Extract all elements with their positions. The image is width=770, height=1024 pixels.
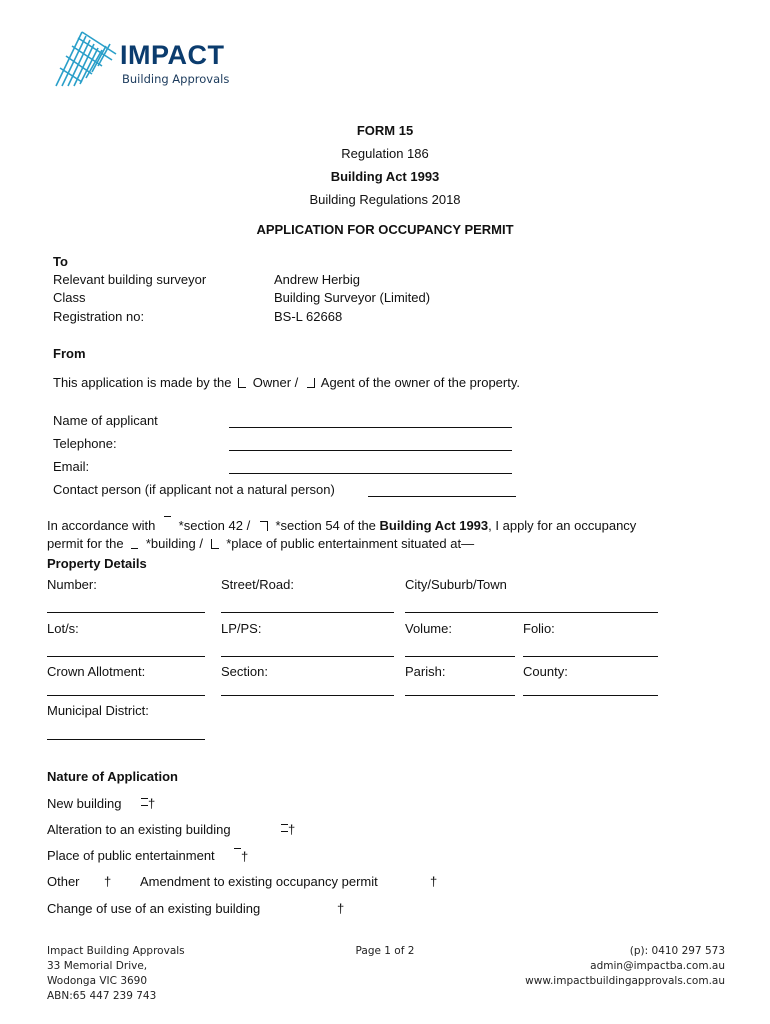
footer-address-2: Wodonga VIC 3690 bbox=[47, 975, 148, 987]
permit-for-label: permit for the bbox=[47, 536, 124, 551]
to-row-label: Relevant building surveyor bbox=[53, 272, 207, 287]
section-field[interactable] bbox=[221, 694, 394, 696]
city-field[interactable] bbox=[405, 611, 658, 613]
property-details-title: Property Details bbox=[47, 556, 147, 571]
lots-field[interactable] bbox=[47, 655, 205, 657]
footer-right bbox=[525, 944, 725, 989]
street-field[interactable] bbox=[221, 611, 394, 613]
folio-field[interactable] bbox=[523, 655, 658, 657]
agent-checkbox[interactable] bbox=[307, 378, 315, 388]
parish-field[interactable] bbox=[405, 694, 515, 696]
agent-label: Agent of the owner of the property. bbox=[320, 375, 520, 390]
crown-allotment-label: Crown Allotment: bbox=[47, 664, 146, 679]
place-label: *place of public entertainment situated at— bbox=[226, 536, 475, 551]
nature-title: Nature of Application bbox=[47, 769, 178, 784]
accordance-line-1 bbox=[47, 516, 636, 533]
dagger-icon: † bbox=[241, 849, 249, 864]
dagger-icon: † bbox=[104, 874, 112, 889]
street-label: Street/Road: bbox=[221, 577, 294, 592]
parish-label: Parish: bbox=[405, 664, 446, 679]
dagger-icon: † bbox=[148, 796, 156, 811]
change-of-use-label: Change of use of an existing building bbox=[47, 901, 261, 916]
accordance-line-2 bbox=[47, 536, 474, 551]
section-label: Section: bbox=[221, 664, 268, 679]
to-row-label: Registration no: bbox=[53, 309, 145, 324]
to-row-value: Building Surveyor (Limited) bbox=[274, 290, 431, 305]
place-checkbox[interactable] bbox=[211, 539, 219, 549]
dagger-icon: † bbox=[288, 822, 296, 837]
folio-label: Folio: bbox=[523, 621, 555, 636]
telephone-field[interactable] bbox=[229, 449, 512, 451]
amendment-label: Amendment to existing occupancy permit bbox=[140, 874, 378, 889]
logo-subtitle: Building Approvals bbox=[122, 72, 230, 86]
section-42-label: *section 42 / bbox=[178, 518, 251, 533]
applicant-name-label: Name of applicant bbox=[53, 413, 158, 428]
to-row-value: Andrew Herbig bbox=[274, 272, 360, 287]
volume-field[interactable] bbox=[405, 655, 515, 657]
applicant-type-prefix: This application is made by the bbox=[53, 375, 232, 390]
building-label: *building / bbox=[145, 536, 203, 551]
from-label: From bbox=[53, 346, 86, 361]
municipal-district-field[interactable] bbox=[47, 738, 205, 740]
footer-email[interactable]: admin@impactba.com.au bbox=[590, 960, 725, 972]
to-row-value: BS-L 62668 bbox=[274, 309, 343, 324]
form-number: FORM 15 bbox=[356, 123, 414, 138]
contact-person-field[interactable] bbox=[368, 495, 516, 497]
applicant-type-line bbox=[53, 375, 520, 390]
amendment-checkbox[interactable] bbox=[430, 874, 437, 889]
footer-website[interactable]: www.impactbuildingapprovals.com.au bbox=[525, 975, 725, 987]
logo bbox=[52, 24, 252, 94]
act-title: Building Act 1993 bbox=[330, 169, 440, 184]
footer-abn: ABN:65 447 239 743 bbox=[47, 990, 157, 1002]
to-row-label: Class bbox=[53, 290, 86, 305]
accordance-prefix: In accordance with bbox=[47, 518, 156, 533]
accordance-act: Building Act 1993 bbox=[379, 518, 489, 533]
regulations-title: Building Regulations 2018 bbox=[309, 192, 461, 207]
county-label: County: bbox=[523, 664, 568, 679]
change-of-use-checkbox[interactable] bbox=[337, 901, 344, 916]
number-field[interactable] bbox=[47, 611, 205, 613]
other-label: Other bbox=[47, 874, 80, 889]
email-field[interactable] bbox=[229, 472, 512, 474]
applicant-name-field[interactable] bbox=[229, 426, 512, 428]
lpps-label: LP/PS: bbox=[221, 621, 262, 636]
owner-checkbox[interactable] bbox=[238, 378, 246, 388]
new-building-label: New building bbox=[47, 796, 122, 811]
footer-phone: (p): 0410 297 573 bbox=[629, 945, 725, 957]
alteration-label: Alteration to an existing building bbox=[47, 822, 231, 837]
accordance-suffix: , I apply for an occupancy bbox=[488, 518, 637, 533]
telephone-label: Telephone: bbox=[53, 436, 117, 451]
alteration-checkbox[interactable] bbox=[281, 822, 295, 837]
to-label: To bbox=[53, 254, 68, 269]
other-checkbox[interactable] bbox=[104, 874, 111, 889]
owner-label: Owner / bbox=[252, 375, 299, 390]
footer-page-number: Page 1 of 2 bbox=[355, 945, 415, 957]
page-title: APPLICATION FOR OCCUPANCY PERMIT bbox=[256, 222, 514, 237]
regulation: Regulation 186 bbox=[341, 146, 429, 161]
county-field[interactable] bbox=[523, 694, 658, 696]
contact-person-label: Contact person (if applicant not a natural person) bbox=[53, 482, 335, 497]
crown-allotment-field[interactable] bbox=[47, 694, 205, 696]
section-54-label: *section 54 of the bbox=[275, 518, 376, 533]
number-label: Number: bbox=[47, 577, 97, 592]
footer-company: Impact Building Approvals bbox=[47, 945, 185, 957]
city-label: City/Suburb/Town bbox=[405, 577, 507, 592]
section-42-checkbox[interactable] bbox=[164, 516, 171, 524]
dagger-icon: † bbox=[337, 901, 345, 916]
logo-wordmark: IMPACT bbox=[120, 40, 225, 70]
public-entertainment-label: Place of public entertainment bbox=[47, 848, 215, 863]
section-54-checkbox[interactable] bbox=[260, 521, 268, 531]
dagger-icon: † bbox=[430, 874, 438, 889]
building-checkbox[interactable] bbox=[131, 543, 138, 549]
email-label: Email: bbox=[53, 459, 90, 474]
new-building-checkbox[interactable] bbox=[141, 796, 155, 811]
public-entertainment-checkbox[interactable] bbox=[234, 848, 248, 864]
volume-label: Volume: bbox=[405, 621, 452, 636]
footer-address-1: 33 Memorial Drive, bbox=[47, 960, 148, 972]
lpps-field[interactable] bbox=[221, 655, 394, 657]
municipal-district-label: Municipal District: bbox=[47, 703, 149, 718]
logo-house-icon bbox=[52, 24, 122, 90]
lots-label: Lot/s: bbox=[47, 621, 79, 636]
